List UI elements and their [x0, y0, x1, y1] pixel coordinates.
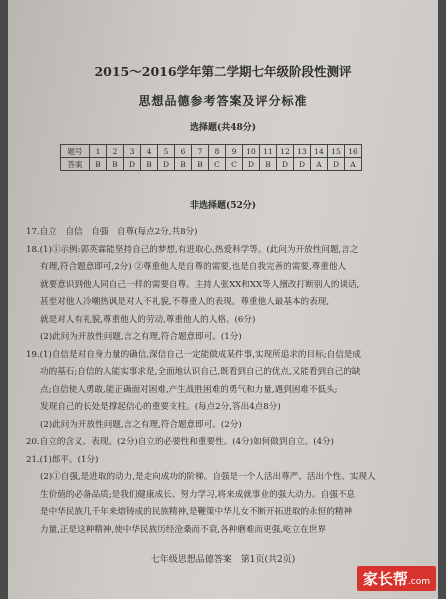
answer-cell: A: [345, 158, 362, 171]
answer-body: [26, 224, 424, 539]
answer-line: 18.(1)①示例:郭英霖能坚持自己的梦想,有进取心,热爱科学等。(此问为开放性问题,言之: [26, 244, 359, 255]
answer-line: 就是对人有礼貌,尊重他人的劳动,尊重他人的人格。(6分): [40, 314, 256, 325]
question-number-cell: 6: [175, 145, 192, 158]
answer-cell: C: [209, 158, 226, 171]
answer-line: 是中华民族几千年来熔铸成的民族精神,是鞭策中华儿女不断开拓进取的永恒的精神: [40, 507, 353, 517]
answer-cell: D: [243, 158, 260, 171]
answer-cell: B: [107, 158, 124, 171]
question-number-cell: 8: [209, 145, 226, 158]
question-number-cell: 9: [226, 145, 243, 158]
answer-line: 19.(1)自信是对自身力量的确信,深信自己一定能做成某件事,实现所追求的目标;自信是成: [26, 349, 361, 360]
answer-cell: B: [90, 158, 107, 171]
question-number-cell: 10: [243, 145, 260, 158]
section-choice-title: 选择题(共48分): [189, 123, 257, 133]
answer-line: 生价值的必备品质;是我们健康成长、努力学习,将来成就事业的强大动力。自强不息: [40, 489, 356, 500]
question-number-cell: 4: [141, 145, 158, 158]
answer-line: (2)①自强,是进取的动力,是走向成功的阶梯。自强是一个人活出尊严、活出个性、实现人: [40, 472, 376, 482]
watermark-logo: [357, 566, 436, 591]
question-number-cell: 2: [107, 145, 124, 158]
answer-line: 点;自信使人勇敢,能正确面对困难,产生战胜困难的勇气和力量,遇到困难不低头;: [40, 384, 338, 395]
question-number-cell: 12: [277, 145, 294, 158]
answer-line: 有理,符合题意即可,2分) ②尊重他人是自尊的需要,也是自我完善的需要,尊重他人: [40, 262, 347, 272]
answer-cell: B: [192, 158, 209, 171]
answer-line: 就要意识到他人同自己一样的需要自尊。主持人张XX和XX等人擅改打断别人的谈话,: [40, 279, 360, 290]
answer-line: 力量,正是这种精神,使中华民族历经沧桑而不衰,各种磨难而更强,屹立在世界: [40, 524, 326, 535]
question-number-cell: 5: [158, 145, 175, 158]
answer-line: 功的基石;自信的人能实事求是,全面地认识自己,既看到自己的优点,又能看到自己的缺: [40, 367, 361, 377]
answer-cell: B: [260, 158, 277, 171]
answer-cell: B: [141, 158, 158, 171]
answer-line: (2)此问为开放性问题,言之有理,符合题意即可。(2分): [40, 419, 242, 430]
answer-cell: B: [175, 158, 192, 171]
answer-cell: D: [124, 158, 141, 171]
section-nonchoice-title: 非选择题(52分): [189, 201, 257, 211]
question-number-cell: 13: [294, 145, 311, 158]
answer-line: 20.自立的含义、表现。(2分)自立的必要性和重要性。(4分)如何做到自立。(4分): [26, 437, 335, 447]
answer-table-answer-row: [61, 158, 362, 171]
question-number-cell: 15: [328, 145, 345, 158]
watermark-brand: 家长帮: [362, 570, 408, 588]
row-label-answer: 答案: [61, 158, 90, 171]
answer-cell: C: [226, 158, 243, 171]
question-number-cell: 3: [124, 145, 141, 158]
watermark-domain: .com: [407, 577, 430, 587]
answer-line: 甚至对他人冷嘲热讽是对人不礼貌,不尊重人的表现。尊重他人最基本的表现,: [40, 297, 330, 307]
question-number-cell: 7: [192, 145, 209, 158]
answer-table: [60, 144, 362, 171]
answer-cell: D: [158, 158, 175, 171]
page-footer: 七年级思想品德答案 第1页(共2页): [150, 555, 296, 565]
answer-sheet-page: [8, 0, 438, 599]
doc-subtitle: 思想品德参考答案及评分标准: [138, 94, 308, 108]
question-number-cell: 14: [311, 145, 328, 158]
question-number-cell: 1: [90, 145, 107, 158]
exam-title: 2015～2016学年第二学期七年级阶段性测评: [94, 64, 352, 79]
question-number-cell: 16: [345, 145, 362, 158]
question-number-cell: 11: [260, 145, 277, 158]
answer-line: 发现自己的长处是撑起信心的重要支柱。(每点2分,答出4点8分): [40, 402, 281, 412]
answer-line: (2)此问为开放性问题,言之有理,符合题意即可。(1分): [40, 332, 242, 342]
answer-cell: D: [277, 158, 294, 171]
answer-cell: D: [294, 158, 311, 171]
answer-line: 21.(1)郎平。(1分): [26, 454, 99, 465]
answer-cell: D: [328, 158, 345, 171]
answer-line: 17.自立 自信 自强 自尊(每点2分,共8分): [26, 227, 198, 237]
row-label-number: 题号: [61, 145, 90, 158]
answer-table-number-row: [61, 145, 362, 158]
answer-cell: A: [311, 158, 328, 171]
